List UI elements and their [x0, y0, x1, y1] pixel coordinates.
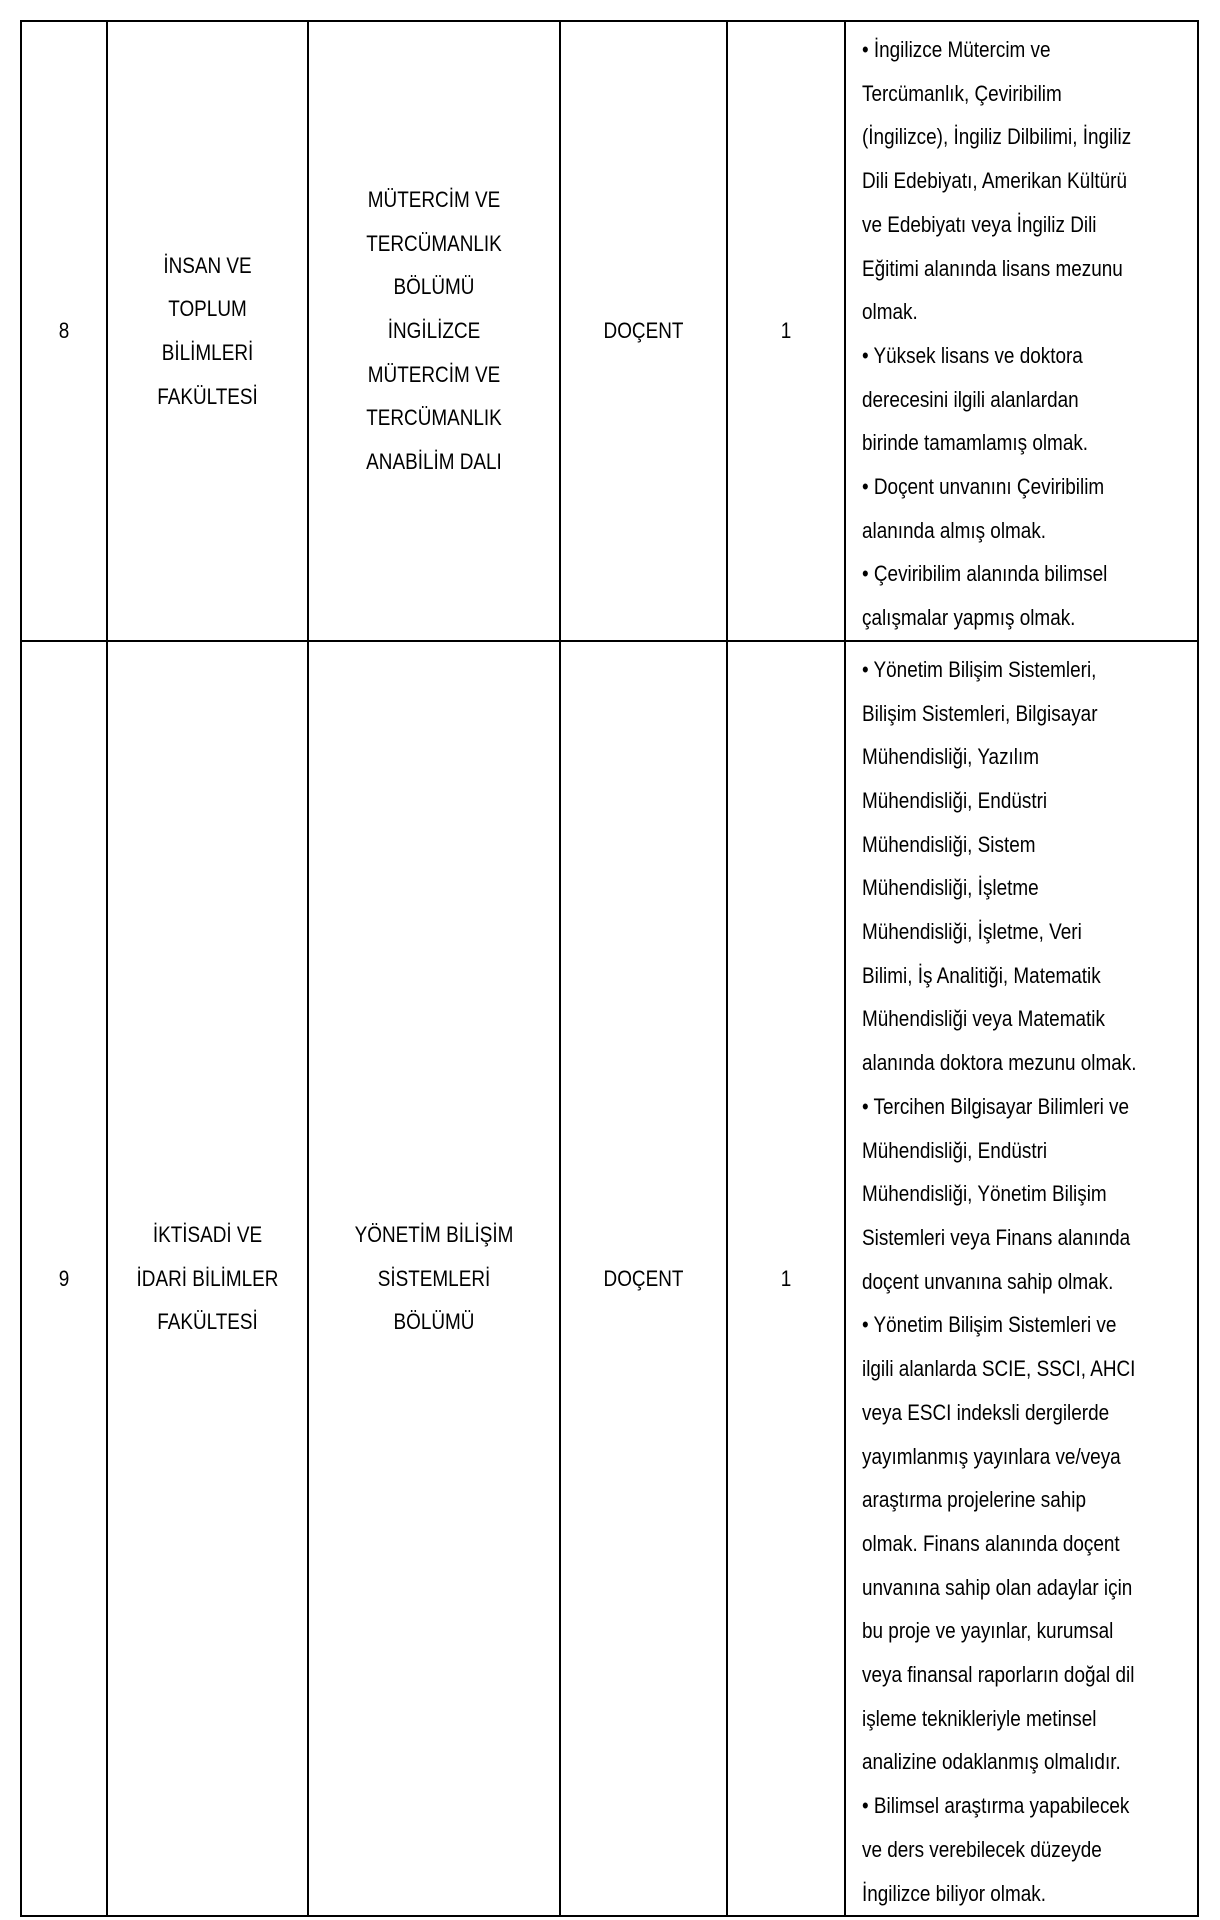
count-cell	[727, 21, 845, 641]
requirements-line: Mühendisliği, İşletme, Veri	[862, 919, 1082, 945]
department-line: MÜTERCİM VE	[367, 186, 501, 212]
title-text: DOÇENT	[603, 1265, 684, 1291]
requirements-line: Dili Edebiyatı, Amerikan Kültürü	[862, 168, 1128, 194]
requirements-line: olmak.	[862, 299, 918, 325]
department-line: İNGİLİZCE	[387, 318, 481, 344]
faculty-line: FAKÜLTESİ	[157, 383, 258, 409]
requirements-cell	[845, 21, 1198, 641]
requirements-line: yayımlanmış yayınlara ve/veya	[862, 1443, 1121, 1469]
count-cell	[727, 641, 845, 1916]
department-line: BÖLÜMÜ	[393, 1309, 475, 1335]
title-cell	[560, 21, 727, 641]
requirements-line: analizine odaklanmış olmalıdır.	[862, 1749, 1121, 1775]
requirements-line: derecesini ilgili alanlardan	[862, 386, 1079, 412]
requirements-line: • Çeviribilim alanında bilimsel	[862, 561, 1108, 587]
requirements-line: • Yönetim Bilişim Sistemleri,	[862, 656, 1097, 682]
faculty-cell	[107, 641, 308, 1916]
requirements-line: Eğitimi alanında lisans mezunu	[862, 255, 1123, 281]
requirements-line: çalışmalar yapmış olmak.	[862, 605, 1076, 631]
requirements-line: Mühendisliği, Endüstri	[862, 1137, 1048, 1163]
requirements-line: alanında almış olmak.	[862, 517, 1047, 543]
faculty-cell	[107, 21, 308, 641]
faculty-line: İNSAN VE	[163, 252, 252, 278]
count-text: 1	[780, 1265, 792, 1291]
faculty-line: TOPLUM	[168, 296, 247, 322]
requirements-line: • Yüksek lisans ve doktora	[862, 342, 1083, 368]
requirements-line: • Yönetim Bilişim Sistemleri ve	[862, 1312, 1117, 1338]
requirements-line: Mühendisliği, Endüstri	[862, 787, 1048, 813]
requirements-line: Bilişim Sistemleri, Bilgisayar	[862, 700, 1098, 726]
row-number	[21, 641, 107, 1916]
requirements-line: Mühendisliği, Yazılım	[862, 744, 1040, 770]
requirements-line: ve ders verebilecek düzeyde	[862, 1836, 1102, 1862]
requirements-cell	[845, 641, 1198, 1916]
faculty-line: FAKÜLTESİ	[157, 1309, 258, 1335]
department-line: TERCÜMANLIK	[366, 405, 502, 431]
faculty-line: BİLİMLERİ	[161, 339, 254, 365]
no-text: 9	[58, 1265, 70, 1291]
title-cell	[560, 641, 727, 1916]
requirements-line: veya finansal raporların doğal dil	[862, 1662, 1135, 1688]
requirements-line: doçent unvanına sahip olmak.	[862, 1268, 1114, 1294]
requirements-line: • Doçent unvanını Çeviribilim	[862, 474, 1105, 500]
requirements-line: • Bilimsel araştırma yapabilecek	[862, 1793, 1130, 1819]
title-text: DOÇENT	[603, 318, 684, 344]
no-text: 8	[58, 318, 70, 344]
requirements-line: bu proje ve yayınlar, kurumsal	[862, 1618, 1114, 1644]
table-row	[21, 21, 1198, 641]
requirements-line: • Tercihen Bilgisayar Bilimleri ve	[862, 1093, 1130, 1119]
faculty-line: İDARİ BİLİMLER	[136, 1265, 279, 1291]
department-cell	[308, 21, 560, 641]
requirements-line: birinde tamamlamış olmak.	[862, 430, 1089, 456]
requirements-line: ve Edebiyatı veya İngiliz Dili	[862, 211, 1097, 237]
table-row	[21, 641, 1198, 1916]
requirements-line: işleme teknikleriyle metinsel	[862, 1705, 1097, 1731]
requirements-line: araştırma projelerine sahip	[862, 1487, 1087, 1513]
requirements-line: Mühendisliği, Yönetim Bilişim	[862, 1181, 1107, 1207]
requirements-line: Mühendisliği, İşletme	[862, 875, 1039, 901]
department-line: TERCÜMANLIK	[366, 230, 502, 256]
requirements-line: veya ESCI indeksli dergilerde	[862, 1399, 1110, 1425]
requirements-line: olmak. Finans alanında doçent	[862, 1530, 1120, 1556]
positions-table	[20, 20, 1199, 1917]
requirements-line: Tercümanlık, Çeviribilim	[862, 80, 1062, 106]
department-line: BÖLÜMÜ	[393, 274, 475, 300]
row-number	[21, 21, 107, 641]
requirements-line: ilgili alanlarda SCIE, SSCI, AHCI	[862, 1356, 1136, 1382]
requirements-line: Sistemleri veya Finans alanında	[862, 1224, 1131, 1250]
requirements-line: İngilizce biliyor olmak.	[862, 1880, 1047, 1906]
count-text: 1	[780, 318, 792, 344]
department-line: ANABİLİM DALI	[366, 449, 502, 475]
department-cell	[308, 641, 560, 1916]
requirements-line: (İngilizce), İngiliz Dilbilimi, İngiliz	[862, 124, 1132, 150]
faculty-line: İKTİSADİ VE	[152, 1221, 263, 1247]
requirements-line: alanında doktora mezunu olmak.	[862, 1050, 1137, 1076]
requirements-line: Mühendisliği veya Matematik	[862, 1006, 1105, 1032]
department-line: SİSTEMLERİ	[377, 1265, 491, 1291]
department-line: MÜTERCİM VE	[367, 361, 501, 387]
requirements-line: Mühendisliği, Sistem	[862, 831, 1036, 857]
requirements-line: Bilimi, İş Analitiği, Matematik	[862, 962, 1101, 988]
requirements-line: unvanına sahip olan adaylar için	[862, 1574, 1133, 1600]
department-line: YÖNETİM BİLİŞİM	[354, 1221, 514, 1247]
requirements-line: • İngilizce Mütercim ve	[862, 37, 1051, 62]
